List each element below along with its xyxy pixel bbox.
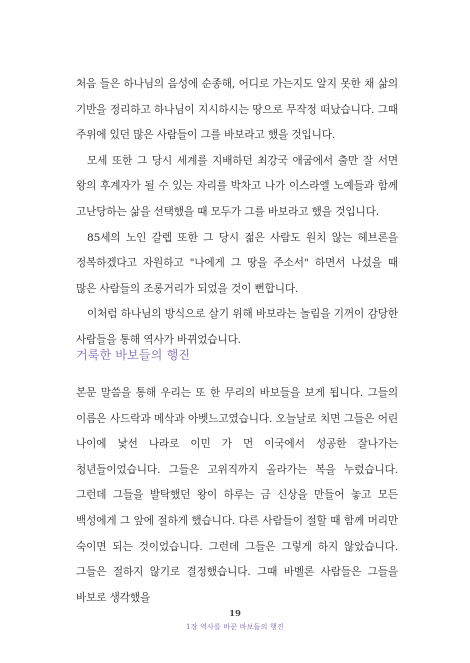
paragraph-three-friends: 본문 말씀을 통해 우리는 또 한 무리의 바보들을 보게 됩니다. 그들의 이름은 사드락과 메삭과 아벳느고였습니다. 오늘날로 치면 그들은 어린 나이에 낯선 나라로 이민 가 먼 이국에서 성공한 잘나가는 청년들이었습니다. 그들은 고위직까지 올라가는 복을 누렸습니다. 그런데 그들을 발탁했던 왕이 하루는 금 신상을 만들어 놓고 모든 백성에게 그 앞에 절하게 했습니다. 다른 사람들이 절할 때 함께 머리만 숙이면 되는 것이었습니다. 그런데 그들은 그렇게 하지 않았습니다. 그들은 절하지 않기로 결정했습니다. 그때 바벨론 사람들은 그들을 바보로 생각했을 [76,387,398,604]
paragraph-caleb: 85세의 노인 갈렙 또한 그 당시 젊은 사람도 원치 않는 헤브론을 정복하겠다고 자원하고 "나에게 그 땅을 주소서" 하면서 나섰을 때 많은 사람들의 조롱거리가 되었을 것이 뻔합니다. [76,231,398,295]
paragraph-moses: 모세 또한 그 당시 세계를 지배하던 최강국 애굽에서 출만 잘 서면 왕의 후계자가 될 수 있는 자리를 박차고 나가 이스라엘 노예들과 함께 고난당하는 삶을 선택했을 때 모두가 그를 바보라고 했을 것입니다. [76,154,398,218]
section-heading: 거룩한 바보들의 행진 [76,348,191,362]
page-number: 19 [229,609,241,619]
paragraph-history-changed: 이처럼 하나님의 방식으로 살기 위해 바보라는 놀림을 기꺼이 감당한 사람들을 통해 역사가 바뀌었습니다. [76,308,398,346]
paragraph-abraham: 처음 들은 하나님의 음성에 순종해, 어디로 가는지도 알지 못한 채 삶의 기반을 정리하고 하나님이 지시하시는 땅으로 무작정 떠났습니다. 그때 주위에 있던 많은 사람들이 그를 바보라고 했을 것입니다. [76,78,398,142]
body-text-block-one [76,72,398,354]
body-text-block-two [76,381,398,611]
running-footer-title: 1장 역사를 바꾼 바보들의 행진 [186,623,284,631]
